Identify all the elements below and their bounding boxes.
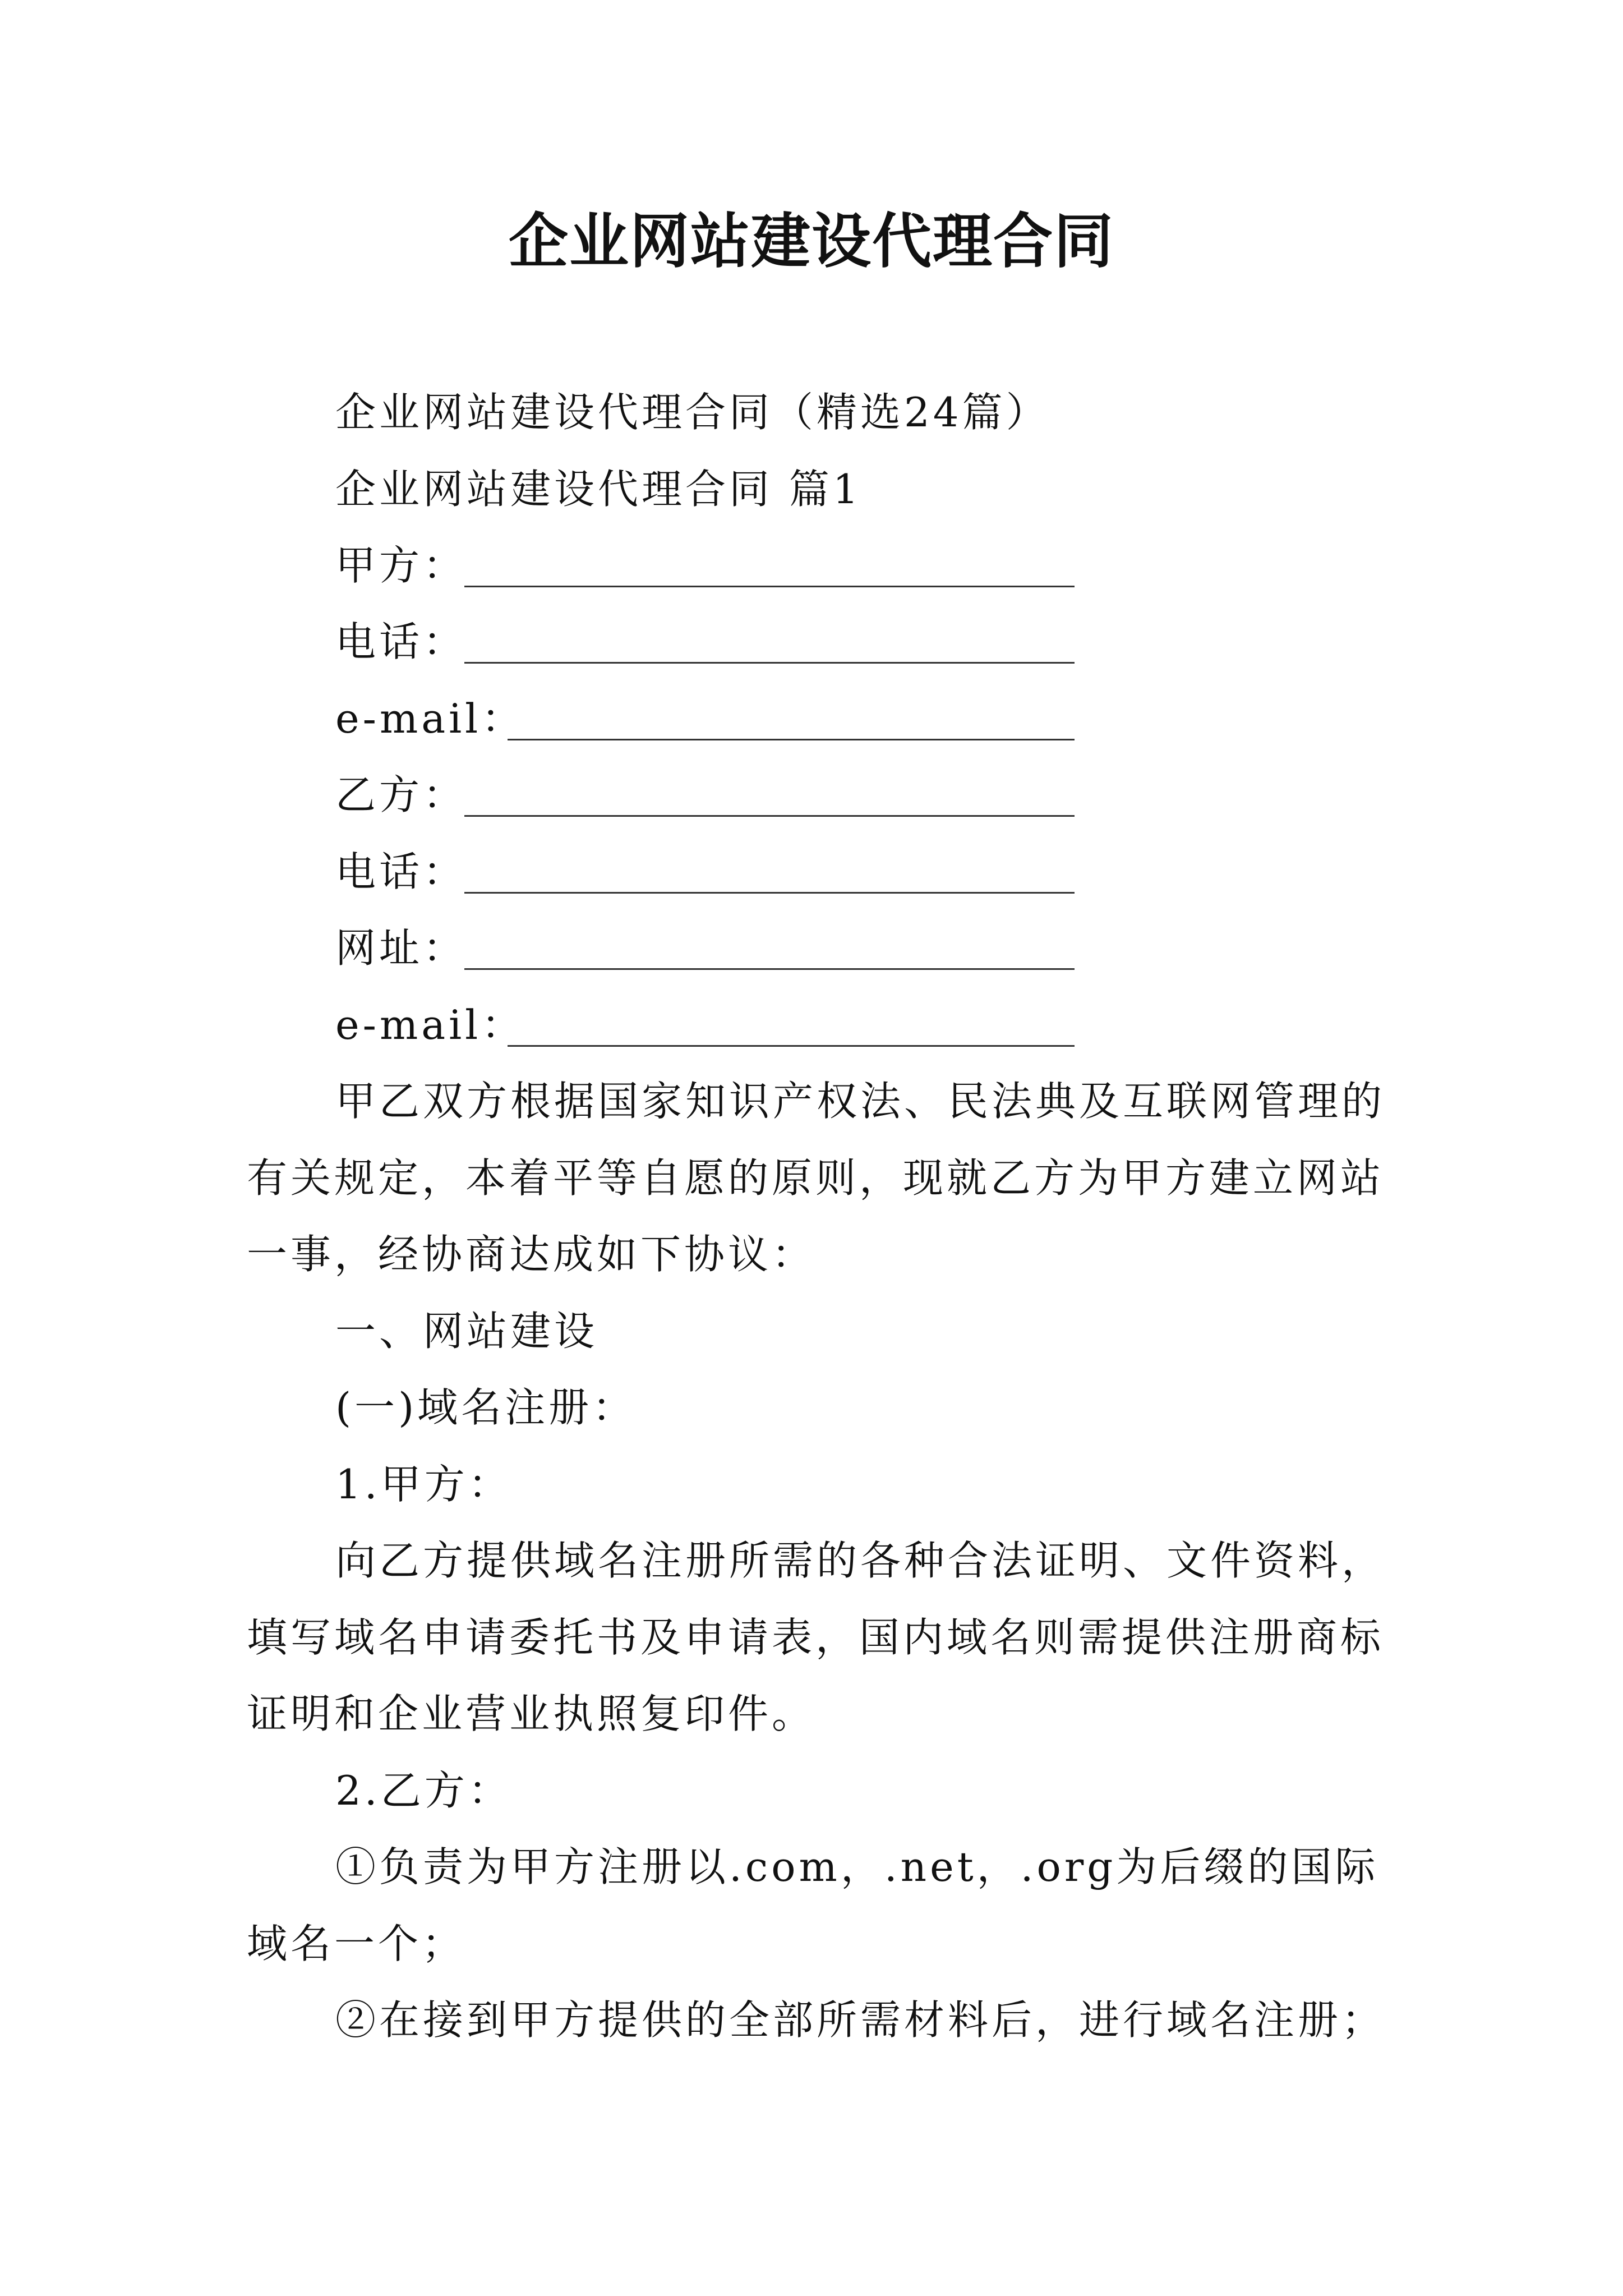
item-party-b: 2.乙方：	[335, 1767, 512, 1814]
intro-line-1: 甲乙双方根据国家知识产权法、民法典及互联网管理的	[335, 1078, 1386, 1125]
party-a-label: 甲方：	[335, 542, 467, 589]
item-party-a: 1.甲方：	[335, 1461, 512, 1508]
party-b-blank[interactable]	[464, 815, 1075, 817]
party-b-website-blank[interactable]	[464, 968, 1075, 970]
party-a-phone-blank[interactable]	[464, 662, 1075, 664]
party-a-para-line-2: 填写域名申请委托书及申请表，国内域名则需提供注册商标	[247, 1614, 1385, 1661]
intro-line-2: 有关规定，本着平等自愿的原则，现就乙方为甲方建立网站	[247, 1154, 1385, 1202]
party-b-item1-line-1: ①负责为甲方注册以.com，.net，.org为后缀的国际	[335, 1843, 1379, 1890]
party-b-phone-label: 电话：	[335, 848, 467, 895]
section-heading: 企业网站建设代理合同 篇1	[335, 466, 862, 513]
party-a-phone-label: 电话：	[335, 618, 467, 665]
party-a-para-line-1: 向乙方提供域名注册所需的各种合法证明、文件资料，	[335, 1537, 1386, 1584]
party-a-para-line-3: 证明和企业营业执照复印件。	[247, 1690, 816, 1737]
party-b-email-label: e-mail：	[335, 1001, 525, 1048]
party-b-label: 乙方：	[335, 771, 467, 818]
party-b-item2: ②在接到甲方提供的全部所需材料后，进行域名注册；	[335, 1996, 1386, 2044]
party-b-email-blank[interactable]	[508, 1045, 1075, 1047]
party-a-email-label: e-mail：	[335, 695, 525, 742]
party-a-blank[interactable]	[464, 586, 1075, 587]
party-b-phone-blank[interactable]	[464, 892, 1075, 894]
document-title: 企业网站建设代理合同	[509, 206, 1114, 276]
party-a-email-blank[interactable]	[508, 739, 1075, 740]
heading-website-construction: 一、网站建设	[335, 1308, 598, 1355]
party-b-item1-line-2: 域名一个；	[247, 1920, 466, 1967]
heading-domain-registration: (一)域名注册：	[335, 1384, 637, 1431]
party-b-website-label: 网址：	[335, 924, 467, 972]
document-subtitle: 企业网站建设代理合同（精选24篇）	[335, 389, 1050, 436]
intro-line-3: 一事，经协商达成如下协议：	[247, 1231, 816, 1278]
